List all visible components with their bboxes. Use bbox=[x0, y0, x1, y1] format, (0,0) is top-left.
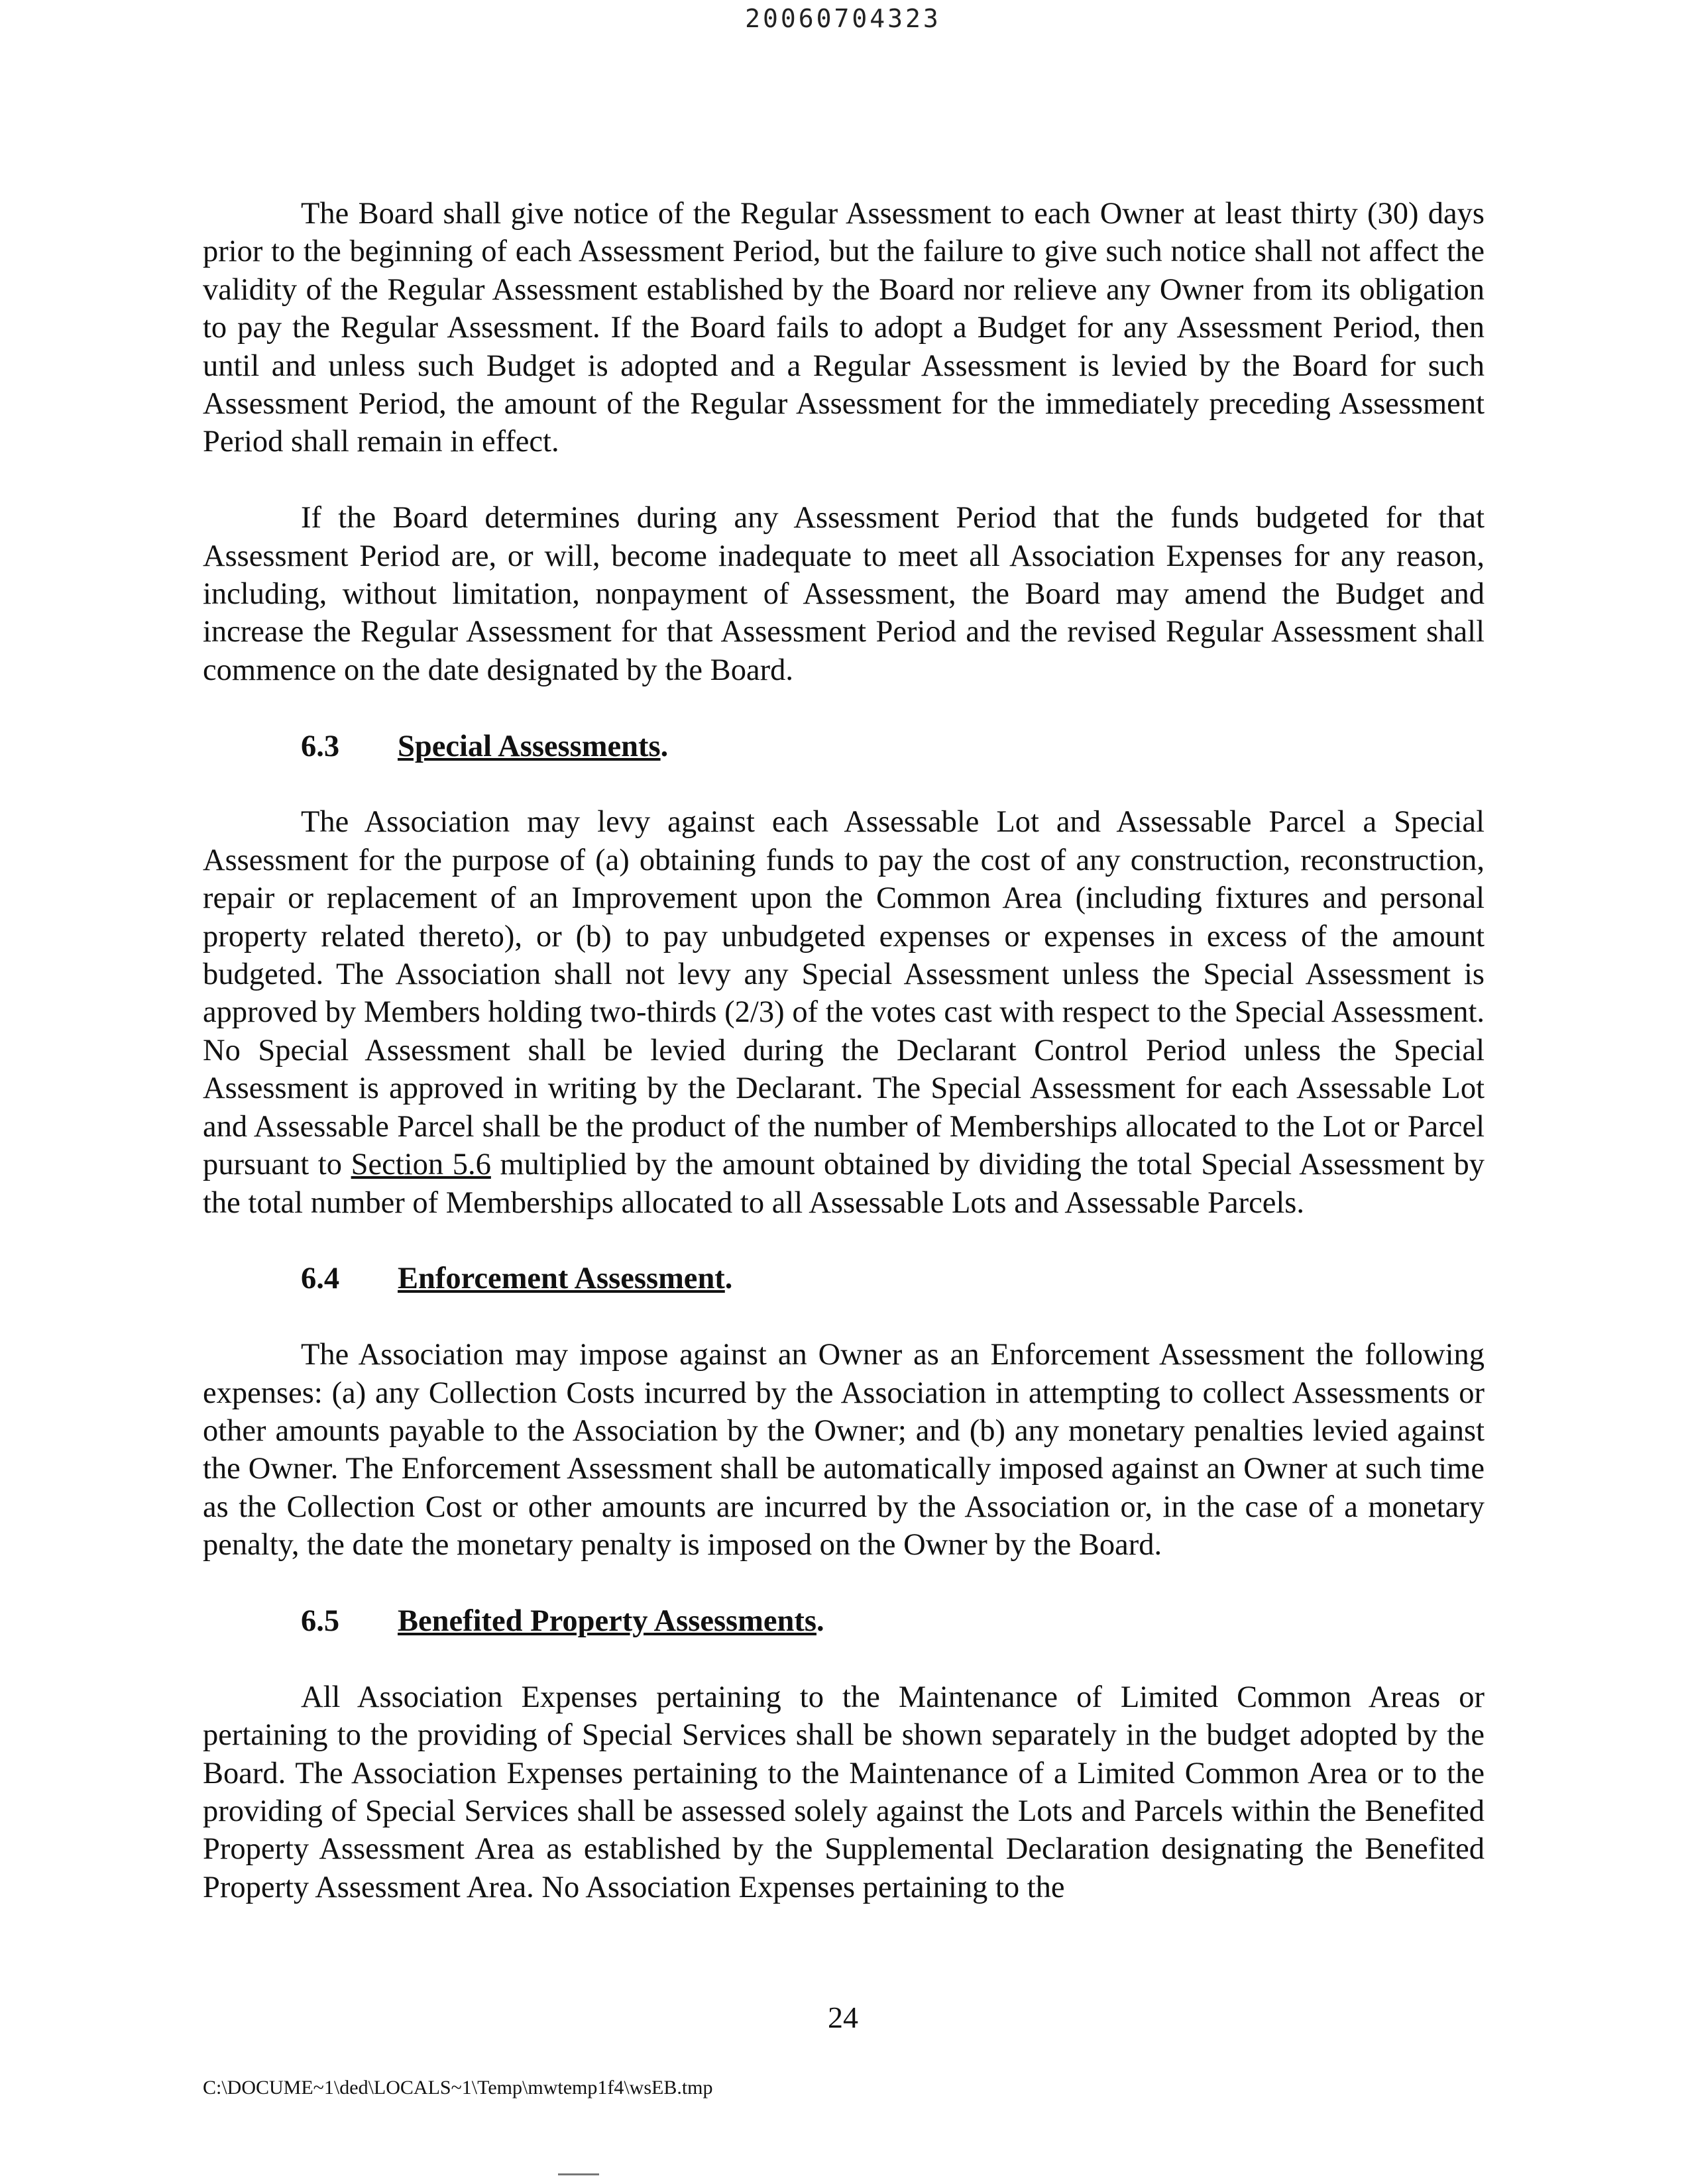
paragraph-budget-amendment: If the Board determines during any Assessment Period that the funds budgeted for that Assessment Period are, or will, become inadequate to meet all Association Expenses for any reason, including, without limitation, nonpayment of Assessment, the Board may amend the Budget and increase the Regular Assessment for that Assessment Period and the revised Regular Assessment shall commence on the date designated by the Board. bbox=[203, 501, 1485, 687]
page-number: 24 bbox=[828, 2000, 858, 2034]
paragraph-regular-assessment-notice: The Board shall give notice of the Regular Assessment to each Owner at least thirty (30) days prior to the beginning of each Assessment Period, but the failure to give such notice shall not affect the validity of the Regular Assessment established by the Board nor relieve any Owner from its obligation to pay the Regular Assessment. If the Board fails to adopt a Budget for any Assessment Period, then until and unless such Budget is adopted and a Regular Assessment is levied by the Board for such Assessment Period, the amount of the Regular Assessment for the immediately preceding Assessment Period shall remain in effect. bbox=[203, 197, 1485, 459]
special-assessment-text: The Association may levy against each Assessable Lot and Assessable Parcel a Special Assessment for the purpose of (a) obtaining funds to pay the cost of any construction, reconstruction, repair or replacement of an Improvement upon the Common Area (including fixtures and personal property related thereto), or (b) to pay unbudgeted expenses or expenses in excess of the amount budgeted. The Association shall not levy any Special Assessment unless the Special Assessment is approved by Members holding two-thirds (2/3) of the votes cast with respect to the Special Assessment. No Special Assessment shall be levied during the Declarant Control Period unless the Special Assessment is approved in writing by the Declarant. The Special Assessment for each Assessable Lot and Assessable Parcel shall be the product of the number of Memberships allocated to the Lot or Parcel pursuant to bbox=[203, 805, 1485, 1182]
section-title-punctuation: . bbox=[724, 1262, 733, 1296]
section-number: 6.3 bbox=[301, 729, 340, 763]
section-heading-6-5 bbox=[203, 1602, 1485, 1640]
section-cross-reference: Section 5.6 bbox=[351, 1148, 491, 1182]
section-number: 6.4 bbox=[301, 1262, 340, 1296]
paragraph-benefited-property-assessments: All Association Expenses pertaining to the Maintenance of Limited Common Areas or pertaining to the providing of Special Services shall be shown separately in the budget adopted by the Board. The Association Expenses pertaining to the Maintenance of a Limited Common Area or to the providing of Special Services shall be assessed solely against the Lots and Parcels within the Benefited Property Assessment Area as established by the Supplemental Declaration designating the Benefited Property Assessment Area. No Association Expenses pertaining to the bbox=[203, 1680, 1485, 1904]
page-body bbox=[203, 195, 1485, 1945]
special-assessment-text-continued: multiplied by the amount obtained by dividing the total Special Assessment by the total number of Memberships allocated to all Assessable Lots and Assessable Parcels. bbox=[203, 1148, 1485, 1220]
paragraph-enforcement-assessment: The Association may impose against an Owner as an Enforcement Assessment the following expenses: (a) any Collection Costs incurred by the Association in attempting to collect Assessments or other amounts payable to the Association by the Owner; and (b) any monetary penalties levied against the Owner. The Enforcement Assessment shall be automatically imposed against an Owner at such time as the Collection Cost or other amounts are incurred by the Association or, in the case of a monetary penalty, the date the monetary penalty is imposed on the Owner by the Board. bbox=[203, 1338, 1485, 1562]
section-title-punctuation: . bbox=[660, 729, 669, 763]
scan-artifact-line bbox=[558, 2173, 599, 2175]
section-number: 6.5 bbox=[301, 1604, 340, 1638]
section-title: Special Assessments bbox=[398, 729, 661, 763]
section-heading-6-4 bbox=[203, 1260, 1485, 1297]
section-title: Enforcement Assessment bbox=[398, 1262, 725, 1296]
file-path-footer: C:\DOCUME~1\ded\LOCALS~1\Temp\mwtemp1f4\wsEB.tmp bbox=[203, 2077, 713, 2099]
section-title: Benefited Property Assessments bbox=[398, 1604, 816, 1638]
section-title-punctuation: . bbox=[816, 1604, 824, 1638]
paragraph-special-assessments bbox=[203, 803, 1485, 1221]
document-id: 20060704323 bbox=[745, 4, 941, 33]
section-heading-6-3 bbox=[203, 728, 1485, 765]
